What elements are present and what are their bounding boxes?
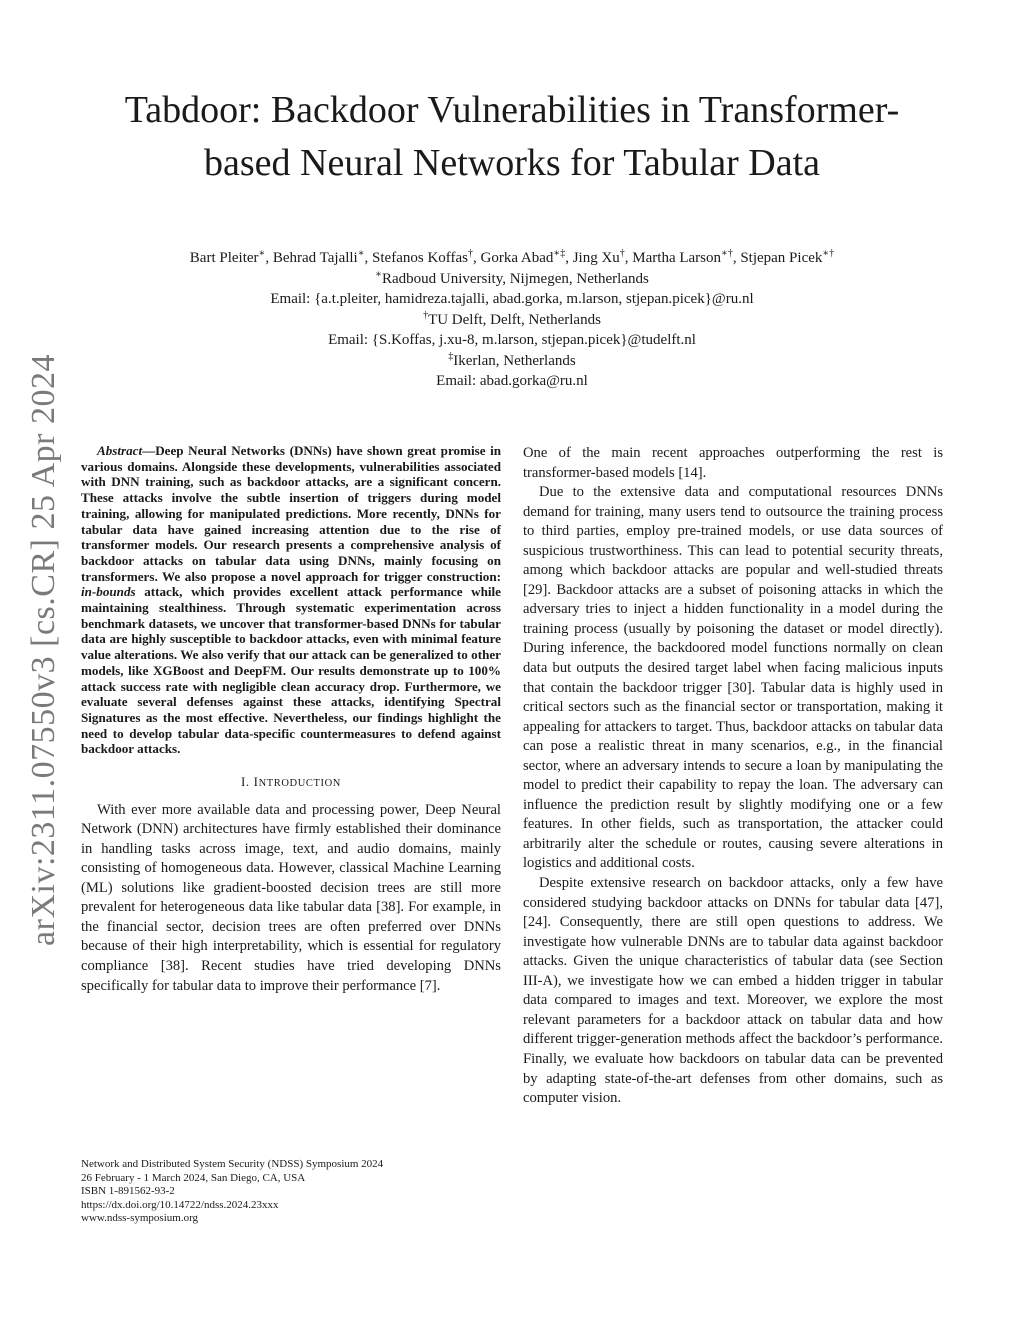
author: Bart Pleiter∗,: [189, 248, 273, 266]
body-paragraph: Despite extensive research on backdoor attacks, only a few have considered studying backdoor attacks on DNNs for tabular data [47], [24]. Consequently, there are still open questions to address. We investigate how vulnerable DNNs are to tabular data against backdoor attacks. Given the unique characteristics of tabular data (see Section III-A), we investigate how we can embed a hidden trigger in tabular data compared to images and text. Moreover, we explore the most relevant parameters for a backdoor attack on tabular data and how different trigger-generation methods affect the backdoor’s performance. Finally, we evaluate how backdoors on tabular data can be prevented by adapting state-of-the-art defenses from other domains, such as computer vision.: [523, 875, 943, 1107]
author: Gorka Abad∗‡,: [480, 248, 573, 266]
footnote-line: 26 February - 1 March 2024, San Diego, CA, USA: [81, 1171, 306, 1184]
section-heading: I. INTRODUCTION: [241, 774, 341, 790]
affiliation-email: Email: abad.gorka@ru.nl: [436, 373, 588, 389]
affiliation: ‡Ikerlan, Netherlands: [448, 350, 576, 369]
body-paragraph: One of the main recent approaches outperforming the rest is transformer-based models [14].: [523, 445, 943, 481]
affiliation-email: Email: {a.t.pleiter, hamidreza.tajalli, abad.gorka, m.larson, stjepan.picek}@ru.nl: [270, 291, 754, 307]
author: Martha Larson∗†,: [632, 248, 741, 266]
paper-title: Tabdoor: Backdoor Vulnerabilities in Transformer-based Neural Networks for Tabular Data: [124, 89, 900, 184]
author-list: [70, 248, 954, 269]
author: Behrad Tajalli∗,: [272, 248, 373, 266]
abstract-label: Abstract: [97, 443, 143, 458]
affiliation: †TU Delft, Delft, Netherlands: [423, 309, 601, 328]
doi-link[interactable]: https://dx.doi.org/10.14722/ndss.2024.23xxx: [81, 1198, 279, 1211]
affiliation-email: Email: {S.Koffas, j.xu-8, m.larson, stjepan.picek}@tudelft.nl: [328, 332, 696, 348]
author: Stjepan Picek∗†: [740, 248, 835, 266]
body-paragraph: Due to the extensive data and computational resources DNNs demand for training, many users tend to outsource the training process to third parties, employ pre-trained models, or use data sources of suspicious trustworthiness. This can lead to potential security threats, among which backdoor attacks are popular and well-studied threats [29]. Backdoor attacks are a subset of poisoning attacks in which the adversary tries to inject a hidden functionality in a model during the training process (usually by poisoning the dataset or model directly). During inference, the backdoored model functions normally on clean data but outputs the desired target label when facing malicious inputs that contain the backdoor trigger [30]. Tabular data is highly used in critical sectors such as the financial sector or transportation, making it appealing for attackers to target. Thus, backdoor attacks on tabular data can pose a realistic threat in many scenarios, e.g., in the financial sector, where an adversary intends to secure a loan by manipulating the model to predict their capability to repay the loan. The adversary can influence the prediction result by slightly modifying one or a few features. In other fields, such as transportation, the attacker could arbitrarily alter the schedule or routes, causing severe alterations in logistics and additional costs.: [523, 484, 943, 872]
abstract-emphasis: in-bounds: [81, 584, 136, 600]
left-column: [81, 443, 501, 996]
abstract: Abstract—Deep Neural Networks (DNNs) have shown great promise in various domains. Alongside these developments, vulnerabilities associated with DNN training, such as backdoor attacks, are a significant concern. These attacks involve the subtle insertion of triggers during model training, allowing for manipulated predictions. More recently, DNNs for tabular data have gained increasing attention due to the rise of transformer models. Our research presents a comprehensive analysis of backdoor attacks on tabular data using DNNs, mainly focusing on transformers. We also propose a novel approach for trigger construction: in-bounds attack, which provides excellent attack performance while maintaining stealthiness. Through systematic experimentation across benchmark datasets, we uncover that transformer-based DNNs for tabular data are highly susceptible to backdoor attacks, even with minimal feature value alterations. We also verify that our attack can be generalized to other models, like XGBoost and DeepFM. Our results demonstrate up to 100% attack success rate with negligible clean accuracy drop. Furthermore, we evaluate several defenses against these attacks, identifying Spectral Signatures as the most effective. Nevertheless, our findings highlight the need to develop tabular data-specific countermeasures to defend against backdoor attacks.: [81, 443, 501, 757]
author-block: [70, 248, 954, 392]
affiliation: ∗Radboud University, Nijmegen, Netherlands: [375, 268, 649, 287]
author: Jing Xu†,: [572, 248, 633, 266]
arxiv-identifier: [24, 355, 64, 945]
right-column: [523, 444, 943, 1109]
conference-footnote: [81, 1158, 511, 1226]
website-link[interactable]: www.ndss-symposium.org: [81, 1212, 199, 1224]
arxiv-identifier-text: arXiv:2311.07550v3 [cs.CR] 25 Apr 2024: [25, 354, 62, 946]
body-paragraph: With ever more available data and processing power, Deep Neural Network (DNN) architectures have firmly established their dominance in handling tasks across image, text, and audio domains, mainly consisting of homogeneous data. However, classical Machine Learning (ML) solutions like gradient-boosted decision trees are still more prevalent for heterogeneous data like tabular data [38]. For example, in the financial sector, decision trees are often preferred over DNNs because of their high interpretability, which is essential for regulatory compliance [38]. Recent studies have tried developing DNNs specifically for tabular data to improve their performance [7].: [81, 801, 501, 994]
author: Stefanos Koffas†,: [372, 248, 481, 266]
footnote-line: ISBN 1-891562-93-2: [81, 1185, 175, 1197]
footnote-line: Network and Distributed System Security (NDSS) Symposium 2024: [81, 1158, 384, 1170]
